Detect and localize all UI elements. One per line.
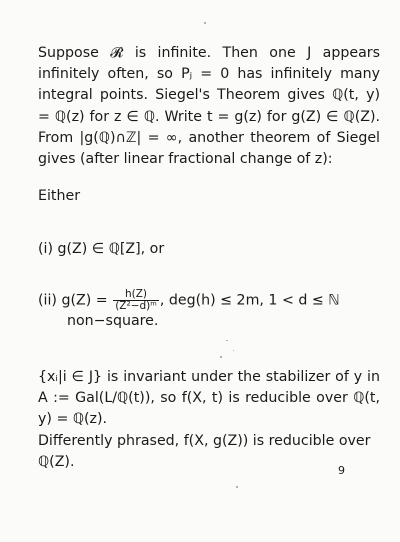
invariance-block (38, 367, 380, 473)
case-ii-rational (38, 289, 380, 332)
scan-speck (233, 350, 234, 351)
case-ii-fraction (113, 289, 159, 312)
paragraph-invariance: {xᵢ|i ∈ J} is invariant under the stabilizer of y in A := Gal(L/ℚ(t)), so f(X, t) is reducible over ℚ(t, y) = ℚ(z). (38, 369, 380, 428)
fraction-denominator: (Z²−d)ᵐ (115, 300, 157, 312)
page-number: 9 (338, 464, 345, 477)
scan-speck (204, 22, 206, 24)
paragraph-siegel-argument: Suppose 𝓡 is infinite. Then one J appears infinitely often, so Pⱼ = 0 has infinitely many integral points. Siegel's Theorem gives ℚ(t, y) = ℚ(z) for z ∈ ℚ. Write t = g(z) for g(Z) ∈ ℚ(Z). From |g(ℚ)∩ℤ| = ∞, another theorem of Siegel gives (after linear fractional change of z): (38, 45, 380, 168)
scan-speck (220, 356, 222, 358)
case-ii-formula-line (38, 289, 380, 312)
case-ii-conditions: , deg(h) ≤ 2m, 1 < d ≤ ℕ (159, 292, 340, 309)
case-ii-label: (ii) (38, 292, 57, 309)
scan-speck (236, 486, 238, 488)
either-label: Either (38, 188, 81, 204)
fraction-numerator: h(Z) (113, 289, 159, 301)
case-ii-continuation: non−square. (67, 313, 159, 329)
scan-speck (226, 340, 228, 341)
case-ii-continuation-line (38, 311, 380, 332)
paragraph-rephrased: Differently phrased, f(X, g(Z)) is reducible over ℚ(Z). (38, 432, 371, 470)
case-i-polynomial: (i) g(Z) ∈ ℚ[Z], or (38, 241, 165, 257)
case-ii-lhs: g(Z) = (61, 292, 108, 309)
